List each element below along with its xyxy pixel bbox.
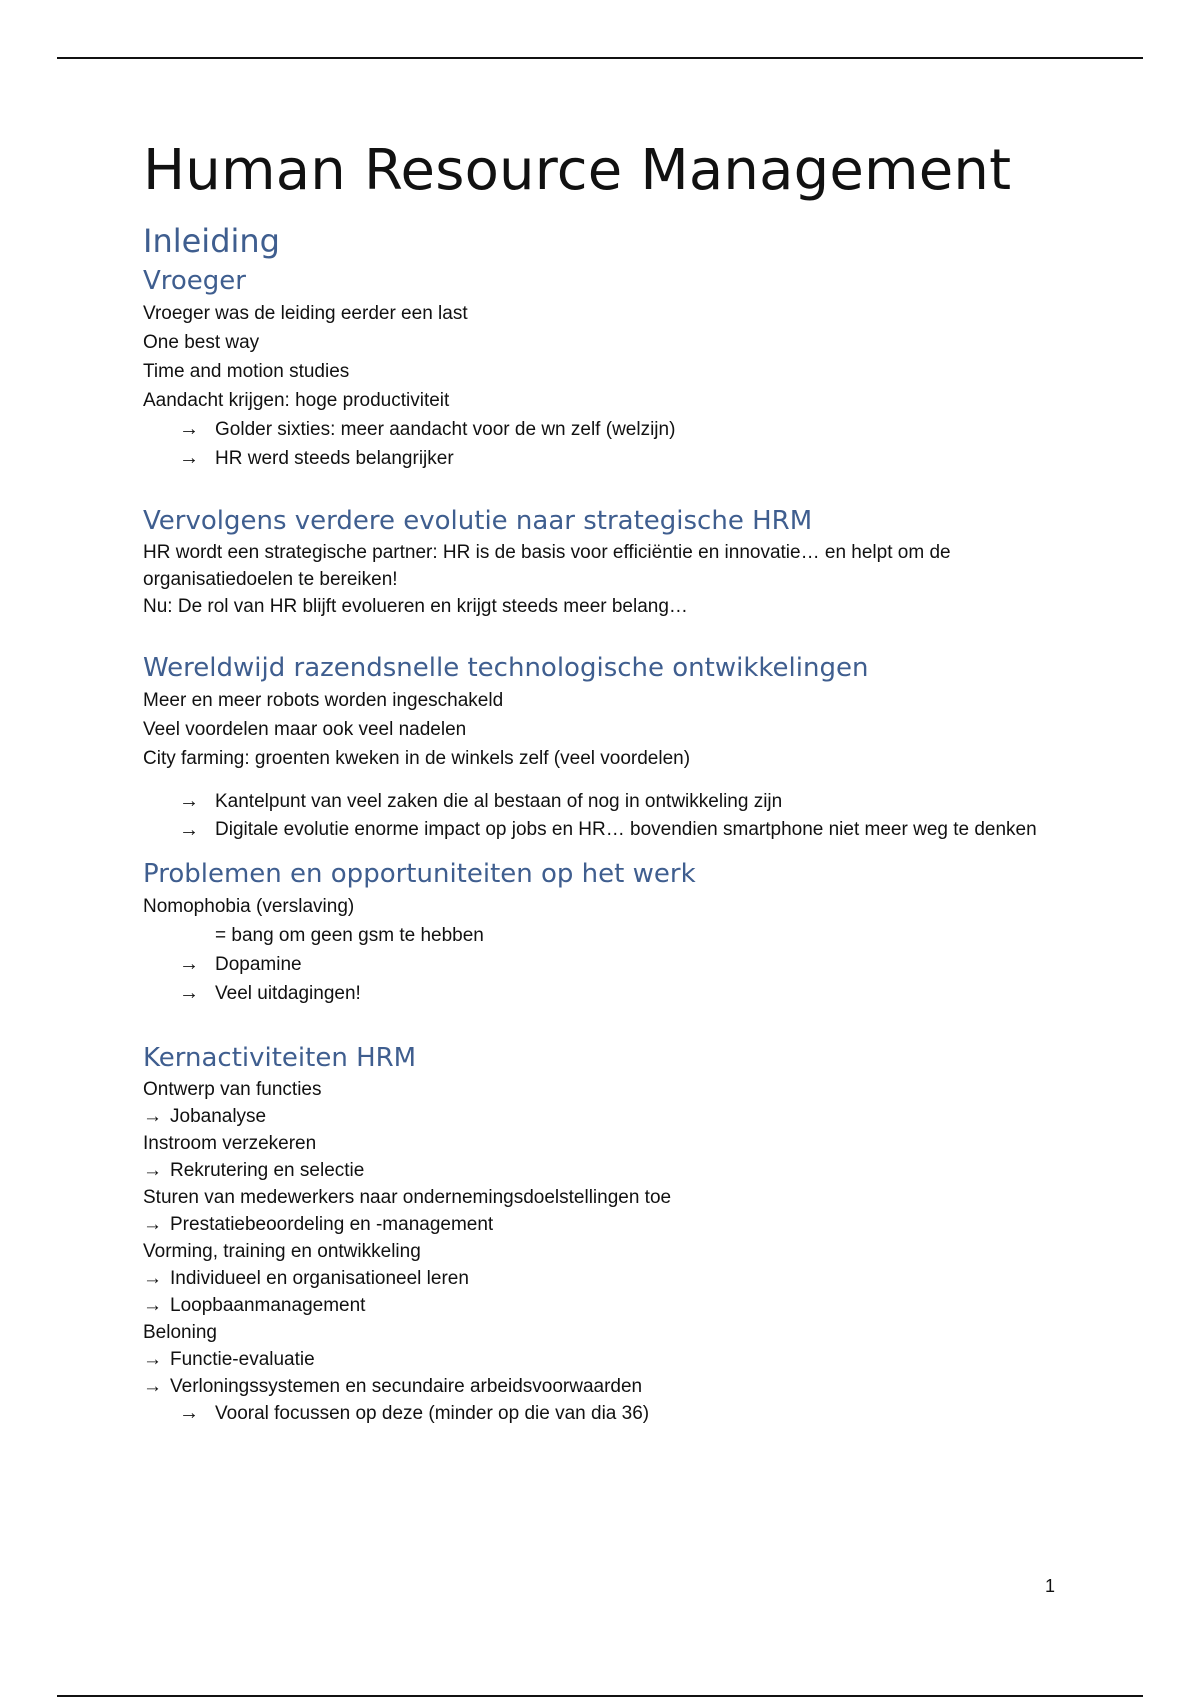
text-line: City farming: groenten kweken in de winkels zelf (veel voordelen) bbox=[143, 748, 691, 769]
text-line: Beloning bbox=[143, 1322, 217, 1343]
text-line: Ontwerp van functies bbox=[143, 1079, 322, 1100]
footer-rule bbox=[57, 1695, 1143, 1697]
arrow-bullet bbox=[143, 979, 1073, 1008]
section-heading: Kernactiviteiten HRM bbox=[143, 1043, 417, 1073]
section-strategische-hrm bbox=[143, 503, 1073, 620]
arrow-line bbox=[143, 1373, 1073, 1400]
bullet-text: HR werd steeds belangrijker bbox=[215, 448, 454, 469]
bullet-text: Golder sixties: meer aandacht voor de wn zelf (welzijn) bbox=[215, 419, 676, 440]
arrow-bullet bbox=[143, 950, 1073, 979]
arrow-text: Loopbaanmanagement bbox=[170, 1295, 366, 1316]
arrow-bullet bbox=[143, 444, 1073, 473]
arrow-text: Prestatiebeoordeling en -management bbox=[170, 1214, 494, 1235]
text-line: Veel voordelen maar ook veel nadelen bbox=[143, 719, 467, 740]
text-line: Meer en meer robots worden ingeschakeld bbox=[143, 690, 504, 711]
arrow-right-icon: → bbox=[179, 819, 199, 841]
arrow-right-icon: → bbox=[143, 1160, 162, 1181]
bullet-text: Kantelpunt van veel zaken die al bestaan of nog in ontwikkeling zijn bbox=[215, 791, 783, 812]
section-technologie bbox=[143, 650, 1073, 844]
arrow-text: Functie-evaluatie bbox=[170, 1349, 315, 1370]
arrow-line bbox=[143, 1211, 1073, 1238]
header-rule bbox=[57, 57, 1143, 59]
arrow-right-icon: → bbox=[179, 982, 199, 1004]
arrow-line bbox=[143, 1265, 1073, 1292]
arrow-right-icon: → bbox=[143, 1376, 162, 1397]
arrow-right-icon: → bbox=[143, 1268, 162, 1289]
indented-line: = bang om geen gsm te hebben bbox=[215, 925, 484, 946]
bullet-text: Veel uitdagingen! bbox=[215, 983, 361, 1004]
text-line: Vorming, training en ontwikkeling bbox=[143, 1241, 421, 1262]
arrow-text: Individueel en organisationeel leren bbox=[170, 1268, 469, 1289]
text-line: Nomophobia (verslaving) bbox=[143, 896, 355, 917]
document-title: Human Resource Management bbox=[143, 138, 1012, 203]
arrow-text: Jobanalyse bbox=[170, 1106, 267, 1127]
arrow-right-icon: → bbox=[179, 418, 199, 440]
arrow-bullet bbox=[143, 816, 1073, 844]
arrow-right-icon: → bbox=[143, 1106, 162, 1127]
page-number: 1 bbox=[1045, 1576, 1056, 1596]
text-line: Nu: De rol van HR blijft evolueren en krijgt steeds meer belang… bbox=[143, 596, 688, 617]
arrow-text: Rekrutering en selectie bbox=[170, 1160, 365, 1181]
arrow-right-icon: → bbox=[143, 1295, 162, 1316]
arrow-text: Verloningssystemen en secundaire arbeidsvoorwaarden bbox=[170, 1376, 643, 1397]
section-problemen bbox=[143, 856, 1073, 1008]
text-paragraph: HR wordt een strategische partner: HR is de basis voor efficiëntie en innovatie… en helpt om de organisatiedoelen te bereiken! bbox=[143, 542, 951, 590]
arrow-bullet bbox=[143, 787, 1073, 816]
arrow-right-icon: → bbox=[143, 1214, 162, 1235]
text-line: Time and motion studies bbox=[143, 361, 350, 382]
heading-inleiding: Inleiding bbox=[143, 222, 280, 260]
text-line: Vroeger was de leiding eerder een last bbox=[143, 303, 468, 324]
arrow-line bbox=[143, 1157, 1073, 1184]
text-line: Sturen van medewerkers naar ondernemingsdoelstellingen toe bbox=[143, 1187, 672, 1208]
arrow-right-icon: → bbox=[179, 953, 199, 975]
bullet-text: Digitale evolutie enorme impact op jobs en HR… bovendien smartphone niet meer weg te denken bbox=[215, 819, 1037, 840]
text-line: Aandacht krijgen: hoge productiviteit bbox=[143, 390, 450, 411]
document-page bbox=[143, 135, 1073, 1427]
arrow-line bbox=[143, 1292, 1073, 1319]
arrow-bullet bbox=[143, 415, 1073, 444]
arrow-right-icon: → bbox=[179, 1402, 199, 1424]
arrow-bullet bbox=[143, 1400, 1073, 1427]
section-heading: Problemen en opportuniteiten op het werk bbox=[143, 859, 696, 889]
text-line: Instroom verzekeren bbox=[143, 1133, 317, 1154]
arrow-right-icon: → bbox=[143, 1349, 162, 1370]
bullet-text: Vooral focussen op deze (minder op die van dia 36) bbox=[215, 1403, 650, 1424]
arrow-right-icon: → bbox=[179, 790, 199, 812]
bullet-text: Dopamine bbox=[215, 954, 302, 975]
arrow-right-icon: → bbox=[179, 447, 199, 469]
arrow-line bbox=[143, 1103, 1073, 1130]
section-heading: Vervolgens verdere evolutie naar strategische HRM bbox=[143, 506, 813, 536]
section-heading: Wereldwijd razendsnelle technologische ontwikkelingen bbox=[143, 653, 869, 683]
section-vroeger bbox=[143, 263, 1073, 473]
arrow-line bbox=[143, 1346, 1073, 1373]
text-line: One best way bbox=[143, 332, 260, 353]
section-kernactiviteiten bbox=[143, 1040, 1073, 1427]
section-heading: Vroeger bbox=[143, 266, 246, 296]
